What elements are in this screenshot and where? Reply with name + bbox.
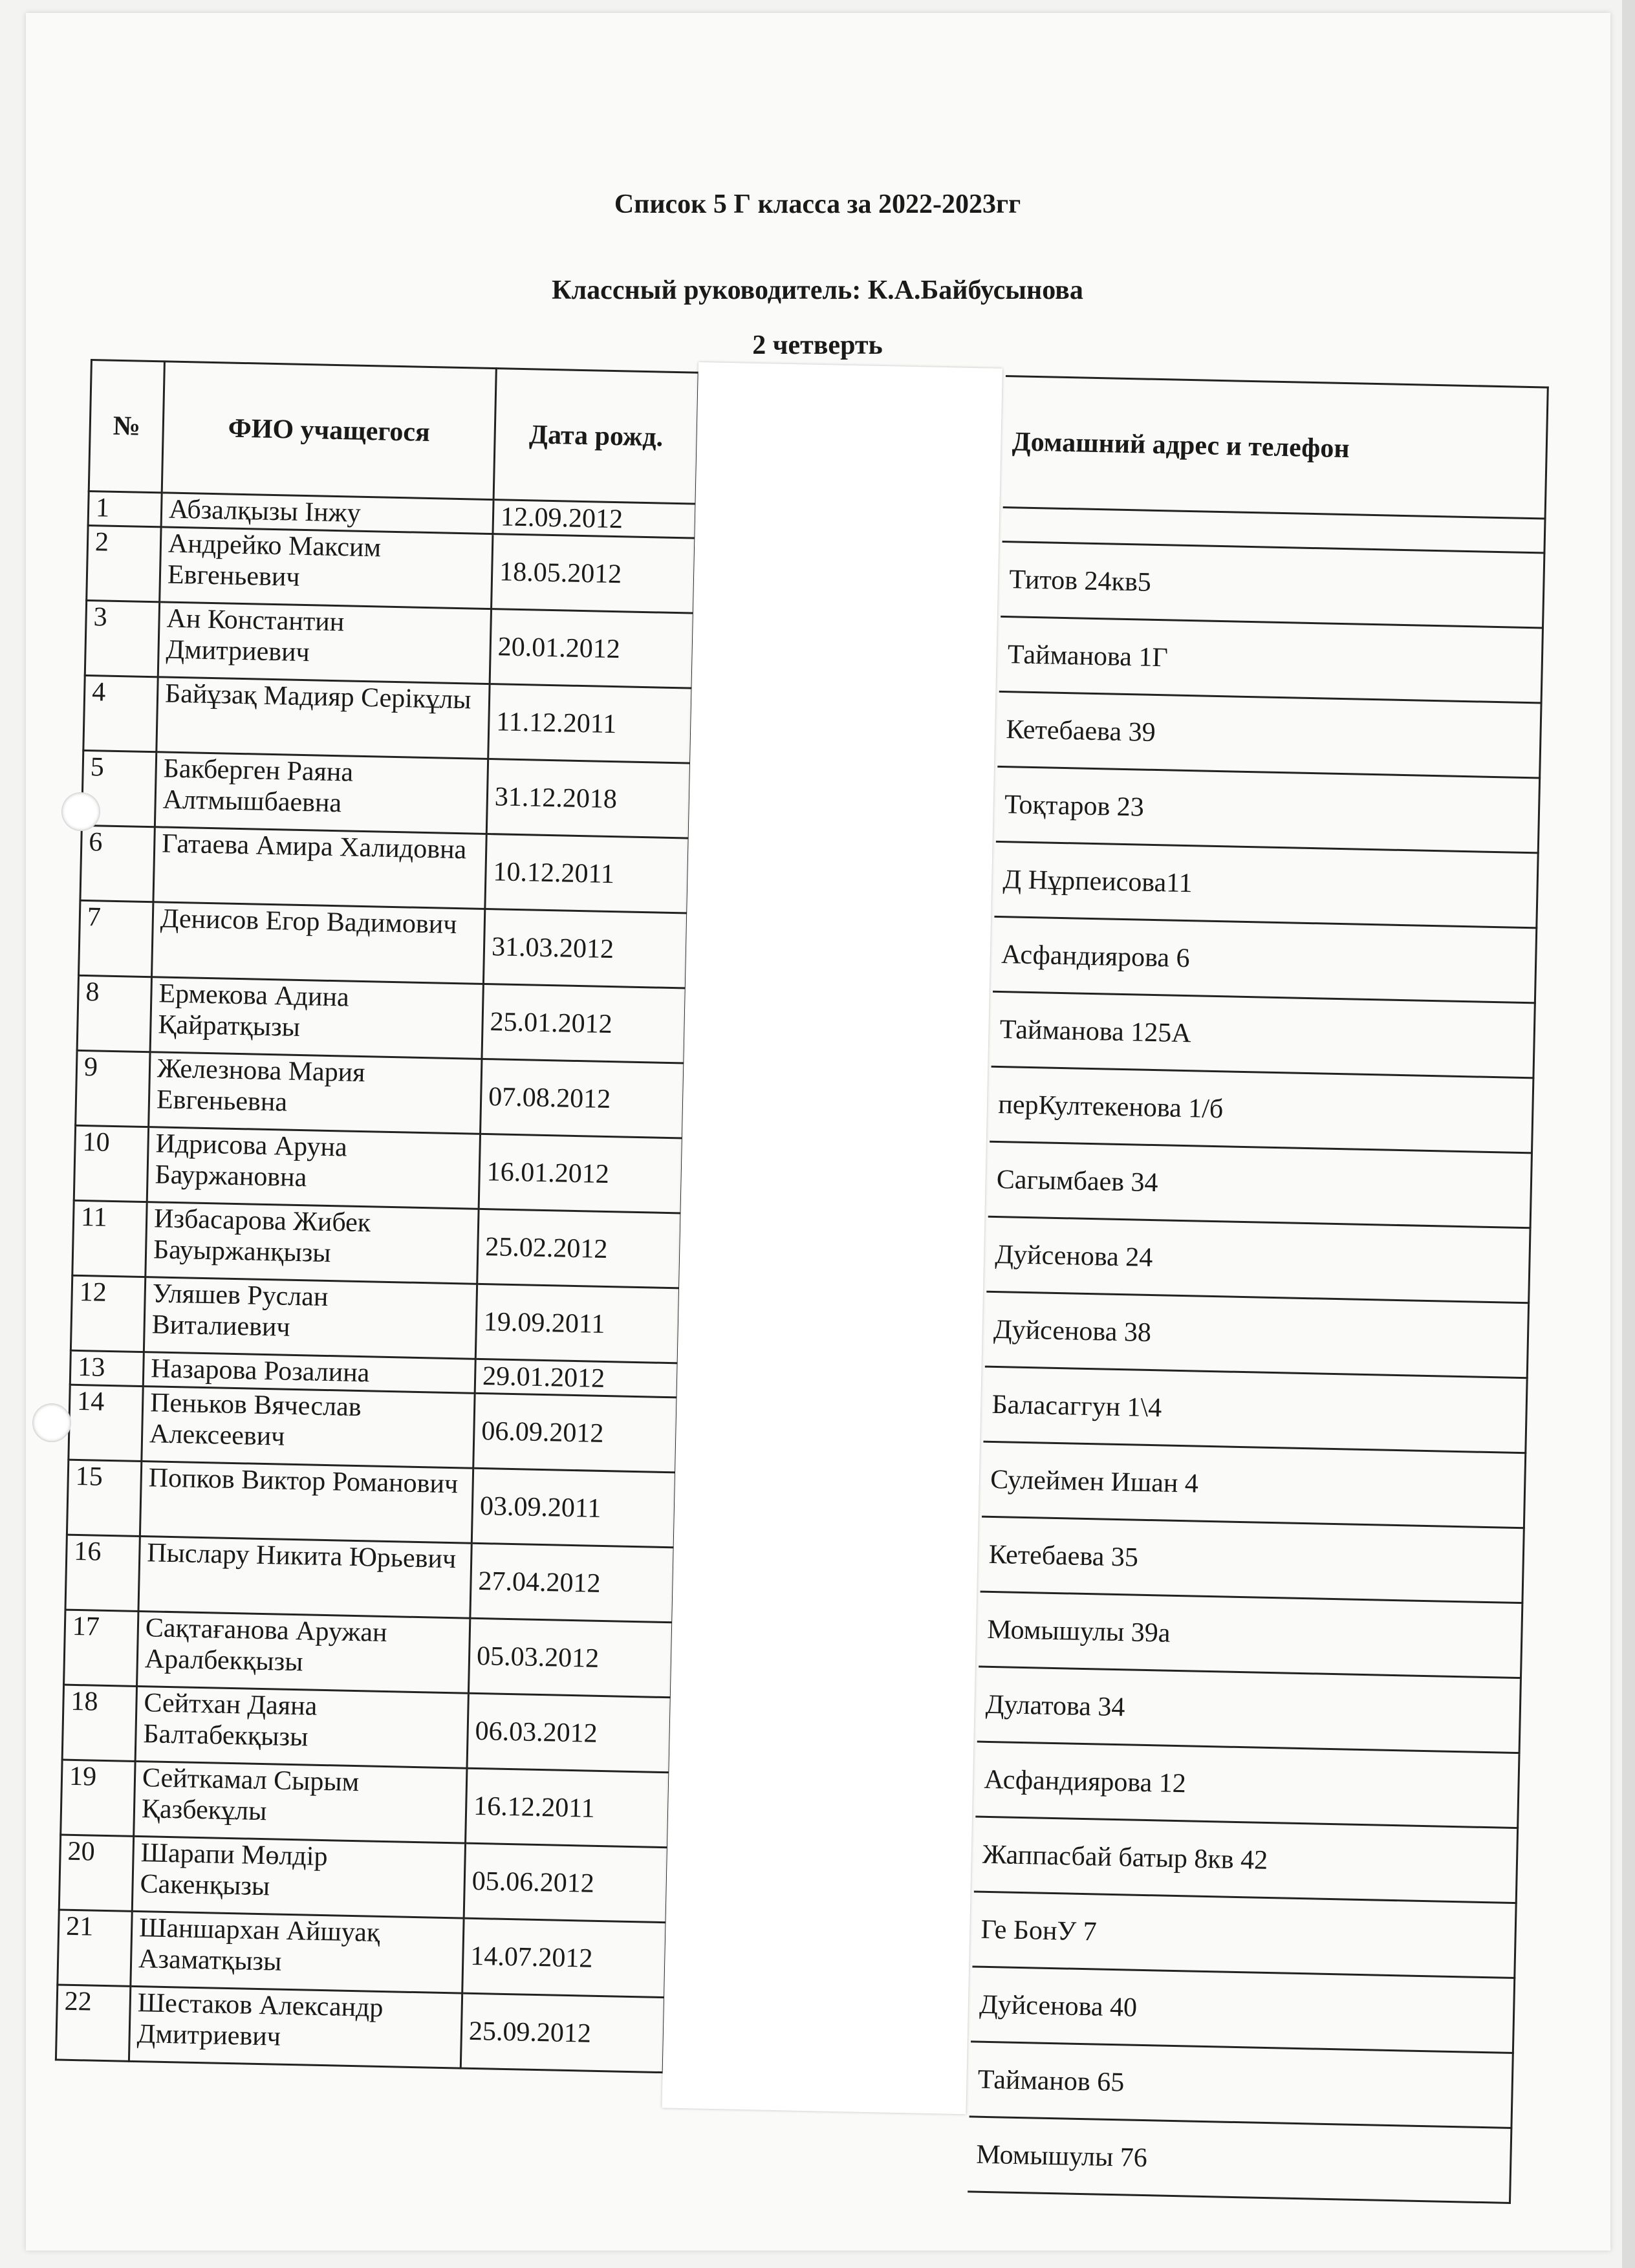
birth-date: 27.04.2012 [470,1543,674,1623]
birth-date: 16.01.2012 [479,1134,682,1213]
table-row [87,525,695,613]
home-address: Тайманова 125А [991,991,1535,1078]
birth-date: 31.03.2012 [483,909,687,988]
home-address: Асфандиярова 6 [993,916,1537,1003]
birth-date: 03.09.2011 [471,1468,675,1548]
address-row [985,1291,1529,1378]
birth-date: 06.09.2012 [473,1393,677,1473]
birth-date: 16.12.2011 [466,1768,669,1848]
home-address: Тайманов 65 [969,2042,1513,2128]
address-row [972,1892,1516,1978]
row-number: 8 [77,975,151,1052]
teacher-line: Классный руководитель: К.А.Байбусынова [552,275,1083,305]
home-address: перКултекенова 1/б [990,1066,1533,1153]
table-row [81,750,690,838]
birth-date: 25.09.2012 [460,1993,664,2073]
home-address: Баласаггун 1\4 [983,1366,1527,1453]
home-address: Дулатова 34 [977,1667,1521,1753]
table-row [65,1535,674,1623]
home-address: Дуйсенова 24 [986,1216,1530,1303]
row-number: 19 [61,1760,135,1836]
table-row [83,675,692,763]
row-number: 9 [76,1050,150,1127]
birth-date: 06.03.2012 [467,1693,671,1773]
row-number: 7 [79,900,153,977]
home-address: Тайманова 1Г [999,616,1543,703]
birth-date: 14.07.2012 [462,1918,666,1998]
birth-date: 12.09.2012 [493,500,696,539]
row-number: 4 [83,675,158,751]
home-address: Дуйсенова 40 [971,1967,1515,2053]
row-number: 5 [81,750,156,826]
address-row [999,616,1543,703]
table-row [58,1910,666,1998]
home-address: Д Нұрпеисова11 [994,841,1538,928]
address-row [980,1517,1524,1603]
student-name: Шестаков Александр Дмитриевич [129,1986,462,2068]
address-row [996,766,1540,853]
student-name: Абзалқызы Інжу [161,493,493,534]
birth-date: 19.09.2011 [475,1284,679,1363]
table-row [61,1760,669,1848]
address-row [971,1967,1515,2053]
student-name: Ермекова Адина Қайратқызы [150,977,483,1059]
table-row [62,1685,671,1773]
address-row [993,916,1537,1003]
address-row [994,841,1538,928]
student-name: Уляшев Руслан Виталиевич [144,1277,477,1359]
row-number: 1 [88,491,162,526]
home-address: Кетебаева 35 [980,1517,1524,1603]
student-name: Идрисова Аруна Бауржановна [147,1127,480,1209]
row-number: 15 [67,1460,141,1536]
birth-date: 18.05.2012 [492,534,695,614]
student-name: Шаншархан Айшуақ Азаматқызы [131,1911,464,1993]
masking-strip [662,362,1002,2114]
col-dob-header: Дата рожд. [493,369,698,504]
student-name: Бакберген Раяна Алтмышбаевна [155,752,488,834]
row-number: 3 [85,600,159,676]
home-address: Сагымбаев 34 [988,1141,1532,1228]
birth-date: 05.06.2012 [464,1843,667,1923]
student-name: Андрейко Максим Евгеньевич [160,527,493,609]
home-address: Момышулы 76 [968,2117,1511,2203]
row-number: 13 [70,1350,144,1386]
home-address: Кетебаева 39 [997,691,1541,778]
address-row [988,1141,1532,1228]
student-name: Железнова Мария Евгеньевна [149,1052,482,1134]
birth-date: 25.02.2012 [477,1209,681,1288]
address-row [986,1216,1530,1303]
table-row [79,900,688,988]
address-row [983,1366,1527,1453]
table-row [76,1050,684,1138]
row-number: 18 [62,1685,136,1761]
student-name: Сейтхан Даяна Балтабекқызы [135,1686,468,1768]
table-row [77,975,686,1063]
address-row [990,1066,1533,1153]
punch-hole [32,1403,71,1442]
student-name: Сейткамал Сырым Қазбекұлы [134,1761,467,1843]
student-name: Сақтағанова Аружан Аралбекқызы [137,1611,470,1693]
row-number: 12 [70,1275,145,1352]
address-row [974,1817,1518,1903]
birth-date: 11.12.2011 [488,684,692,764]
home-address: Тоқтаров 23 [996,766,1540,853]
table-row [80,825,689,913]
home-address: Жаппасбай батыр 8кв 42 [974,1817,1518,1903]
row-number: 21 [58,1910,132,1986]
address-row [1001,541,1544,628]
home-address: Дуйсенова 38 [985,1291,1529,1378]
student-name: Ан Константин Дмитриевич [158,602,491,684]
col-num-header: № [89,360,164,493]
birth-date: 29.01.2012 [475,1359,678,1398]
address-row [997,691,1541,778]
student-table [55,359,700,2073]
birth-date: 07.08.2012 [481,1059,684,1138]
row-number: 2 [87,525,161,601]
table-row [69,1385,677,1473]
home-address: Титов 24кв5 [1001,541,1544,628]
birth-date: 25.01.2012 [482,984,686,1063]
student-name: Попков Виктор Романович [140,1462,473,1544]
student-name: Денисов Егор Вадимович [152,902,485,984]
address-row [982,1442,1526,1528]
row-number: 14 [69,1385,143,1461]
birth-date: 20.01.2012 [490,609,693,689]
table-row [56,1985,664,2073]
table-row [85,600,693,688]
table-row [64,1610,673,1698]
address-row [969,2042,1513,2128]
student-name: Байұзақ Мадияр Серікұлы [157,677,490,759]
table-row [72,1200,681,1288]
student-name: Назарова Розалина [143,1352,475,1394]
row-number: 11 [72,1200,147,1277]
student-name: Гатаева Амира Халидовна [153,827,486,909]
page-title: Список 5 Г класса за 2022-2023гг [614,189,1021,219]
col-address-header: Домашний адрес и телефон [1003,376,1548,519]
home-address: Момышулы 39а [979,1592,1522,1678]
address-row [979,1592,1522,1678]
student-name: Пыслару Никита Юрьевич [138,1536,471,1618]
table-row [70,1275,679,1363]
quarter-line: 2 четверть [752,330,883,360]
table-row [67,1460,675,1548]
student-name: Избасарова Жибек Бауыржанқызы [146,1202,479,1284]
punch-hole [61,792,100,831]
birth-date: 05.03.2012 [468,1618,672,1698]
row-number: 22 [56,1985,130,2061]
row-number: 6 [80,825,155,902]
row-number: 20 [59,1835,133,1911]
col-name-header: ФИО учащегося [162,362,496,500]
address-table [968,375,1549,2204]
student-name: Шарапи Мөлдір Сакенқызы [132,1836,465,1918]
student-name: Пеньков Вячеслав Алексеевич [142,1387,475,1469]
row-number: 16 [65,1535,140,1611]
row-number: 10 [74,1125,148,1202]
table-row [74,1125,682,1213]
address-row [975,1742,1519,1828]
address-row [968,2117,1511,2203]
birth-date: 31.12.2018 [486,759,690,839]
address-row [977,1667,1521,1753]
home-address: Ге БонУ 7 [972,1892,1516,1978]
home-address: Асфандиярова 12 [975,1742,1519,1828]
table-row [59,1835,667,1923]
birth-date: 10.12.2011 [485,834,689,913]
address-row [991,991,1535,1078]
home-address: Сулеймен Ишан 4 [982,1442,1526,1528]
row-number: 17 [64,1610,138,1686]
